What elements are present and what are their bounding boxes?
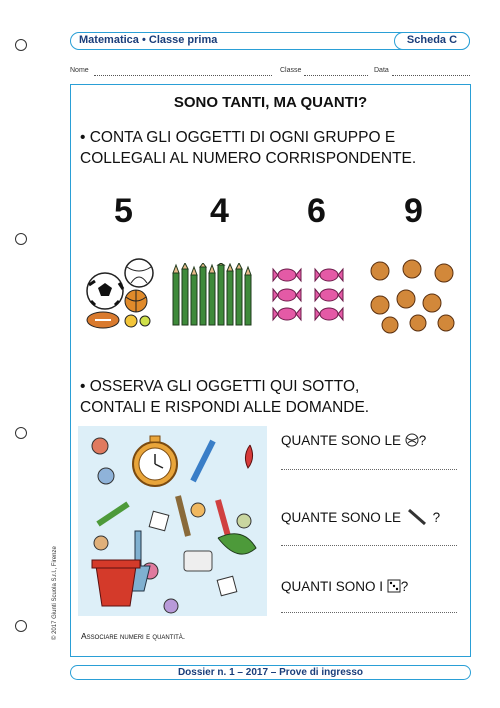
question-marbles [281,433,426,448]
question-dice [281,579,408,594]
number-5: 5 [114,192,133,230]
answer-line-pencils [281,545,457,546]
instruction-2-line-2: CONTALI E RISPONDI ALLE DOMANDE. [80,399,370,416]
binder-hole-upper [15,233,27,245]
data-line [392,75,470,76]
instruction-2-line-1: • OSSERVA GLI OGGETTI QUI SOTTO, [80,378,360,395]
question-marbles-mark: ? [418,433,427,448]
subject-title: Matematica • Classe prima [79,34,218,46]
scheda-label: Scheda C [394,32,470,50]
copyright: © 2017 Giunti Scuola S.r.l., Firenze [52,546,58,640]
classe-label: Classe [280,67,302,74]
instruction-1-line-2: COLLEGALI AL NUMERO CORRISPONDENTE. [80,150,417,167]
worksheet-title: SONO TANTI, MA QUANTI? [173,94,368,111]
classe-line [304,75,368,76]
pencils-group-image [171,263,257,329]
balls-group-image [79,257,165,331]
question-pencils-mark: ? [432,510,441,525]
answer-line-dice [281,612,457,613]
teddy-bears-group-image [366,259,458,335]
nome-line [94,75,272,76]
binder-hole-lower [15,427,27,439]
teacher-note: Associare numeri e quantità. [81,631,186,641]
instruction-1 [80,127,416,169]
question-dice-text: QUANTI SONO I [281,579,384,594]
header-bar [70,32,470,50]
question-pencils [281,508,440,526]
footer-bar: Dossier n. 1 – 2017 – Prove di ingresso [70,665,471,680]
binder-hole-bottom [15,620,27,632]
question-pencils-text: QUANTE SONO LE [281,510,402,525]
nome-label: Nome [70,67,89,74]
objects-picture-panel [78,426,267,616]
instruction-2 [80,376,369,418]
instruction-1-line-1: • CONTA GLI OGGETTI DI OGNI GRUPPO E [80,129,396,146]
objects-illustration [78,426,267,616]
question-dice-mark: ? [400,579,409,594]
worksheet-box [70,84,471,657]
candies-group-image [267,265,353,323]
number-9: 9 [404,192,423,230]
pencil-icon [405,508,429,526]
number-6: 6 [307,192,326,230]
data-label: Data [374,67,389,74]
answer-line-marbles [281,469,457,470]
binder-hole-top [15,39,27,51]
marble-icon [405,433,419,447]
die-icon [387,579,401,593]
number-4: 4 [210,192,229,230]
question-marbles-text: QUANTE SONO LE [281,433,402,448]
